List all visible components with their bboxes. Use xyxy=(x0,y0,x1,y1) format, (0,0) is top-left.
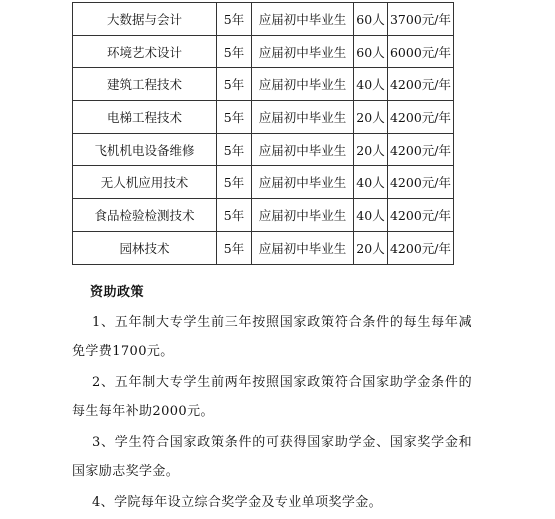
financial-aid-heading: 资助政策 xyxy=(90,285,145,300)
enrollment-target-cell: 应届初中毕业生 xyxy=(252,68,354,101)
majors-table-body xyxy=(73,3,454,265)
enrollment-target-cell: 应届初中毕业生 xyxy=(252,166,354,199)
duration-cell: 5年 xyxy=(217,3,252,36)
quota-cell: 20人 xyxy=(354,231,388,264)
major-name-cell: 园林技术 xyxy=(73,231,217,264)
enrollment-target-cell: 应届初中毕业生 xyxy=(252,231,354,264)
quota-cell: 40人 xyxy=(354,166,388,199)
duration-cell: 5年 xyxy=(217,199,252,232)
quota-cell: 20人 xyxy=(354,133,388,166)
table-row xyxy=(73,231,454,264)
tuition-cell: 6000元/年 xyxy=(388,35,454,68)
duration-cell: 5年 xyxy=(217,68,252,101)
quota-cell: 20人 xyxy=(354,101,388,134)
table-row xyxy=(73,199,454,232)
policy-item: 4、学院每年设立综合奖学金及专业单项奖学金。 xyxy=(92,495,383,510)
table-row xyxy=(73,68,454,101)
duration-cell: 5年 xyxy=(217,101,252,134)
enrollment-target-cell: 应届初中毕业生 xyxy=(252,3,354,36)
tuition-cell: 4200元/年 xyxy=(388,68,454,101)
duration-cell: 5年 xyxy=(217,231,252,264)
tuition-cell: 4200元/年 xyxy=(388,199,454,232)
policy-item: 2、五年制大专学生前两年按照国家政策符合国家助学金条件的每生每年补助2000元。 xyxy=(72,375,472,419)
table-row xyxy=(73,35,454,68)
quota-cell: 60人 xyxy=(354,3,388,36)
major-name-cell: 飞机机电设备维修 xyxy=(73,133,217,166)
policy-item: 1、五年制大专学生前三年按照国家政策符合条件的每生每年减免学费1700元。 xyxy=(72,315,472,359)
table-row xyxy=(73,3,454,36)
major-name-cell: 食品检验检测技术 xyxy=(73,199,217,232)
enrollment-target-cell: 应届初中毕业生 xyxy=(252,199,354,232)
tuition-cell: 4200元/年 xyxy=(388,166,454,199)
enrollment-target-cell: 应届初中毕业生 xyxy=(252,35,354,68)
quota-cell: 40人 xyxy=(354,68,388,101)
majors-table xyxy=(72,2,454,265)
tuition-cell: 4200元/年 xyxy=(388,133,454,166)
enrollment-target-cell: 应届初中毕业生 xyxy=(252,101,354,134)
quota-cell: 60人 xyxy=(354,35,388,68)
major-name-cell: 环境艺术设计 xyxy=(73,35,217,68)
major-name-cell: 大数据与会计 xyxy=(73,3,217,36)
tuition-cell: 4200元/年 xyxy=(388,101,454,134)
tuition-cell: 4200元/年 xyxy=(388,231,454,264)
table-row xyxy=(73,101,454,134)
major-name-cell: 无人机应用技术 xyxy=(73,166,217,199)
tuition-cell: 3700元/年 xyxy=(388,3,454,36)
duration-cell: 5年 xyxy=(217,166,252,199)
table-row xyxy=(73,133,454,166)
enrollment-target-cell: 应届初中毕业生 xyxy=(252,133,354,166)
major-name-cell: 电梯工程技术 xyxy=(73,101,217,134)
quota-cell: 40人 xyxy=(354,199,388,232)
financial-aid-policy-list xyxy=(72,308,472,519)
major-name-cell: 建筑工程技术 xyxy=(73,68,217,101)
policy-item: 3、学生符合国家政策条件的可获得国家助学金、国家奖学金和国家励志奖学金。 xyxy=(72,435,472,479)
duration-cell: 5年 xyxy=(217,133,252,166)
table-row xyxy=(73,166,454,199)
duration-cell: 5年 xyxy=(217,35,252,68)
